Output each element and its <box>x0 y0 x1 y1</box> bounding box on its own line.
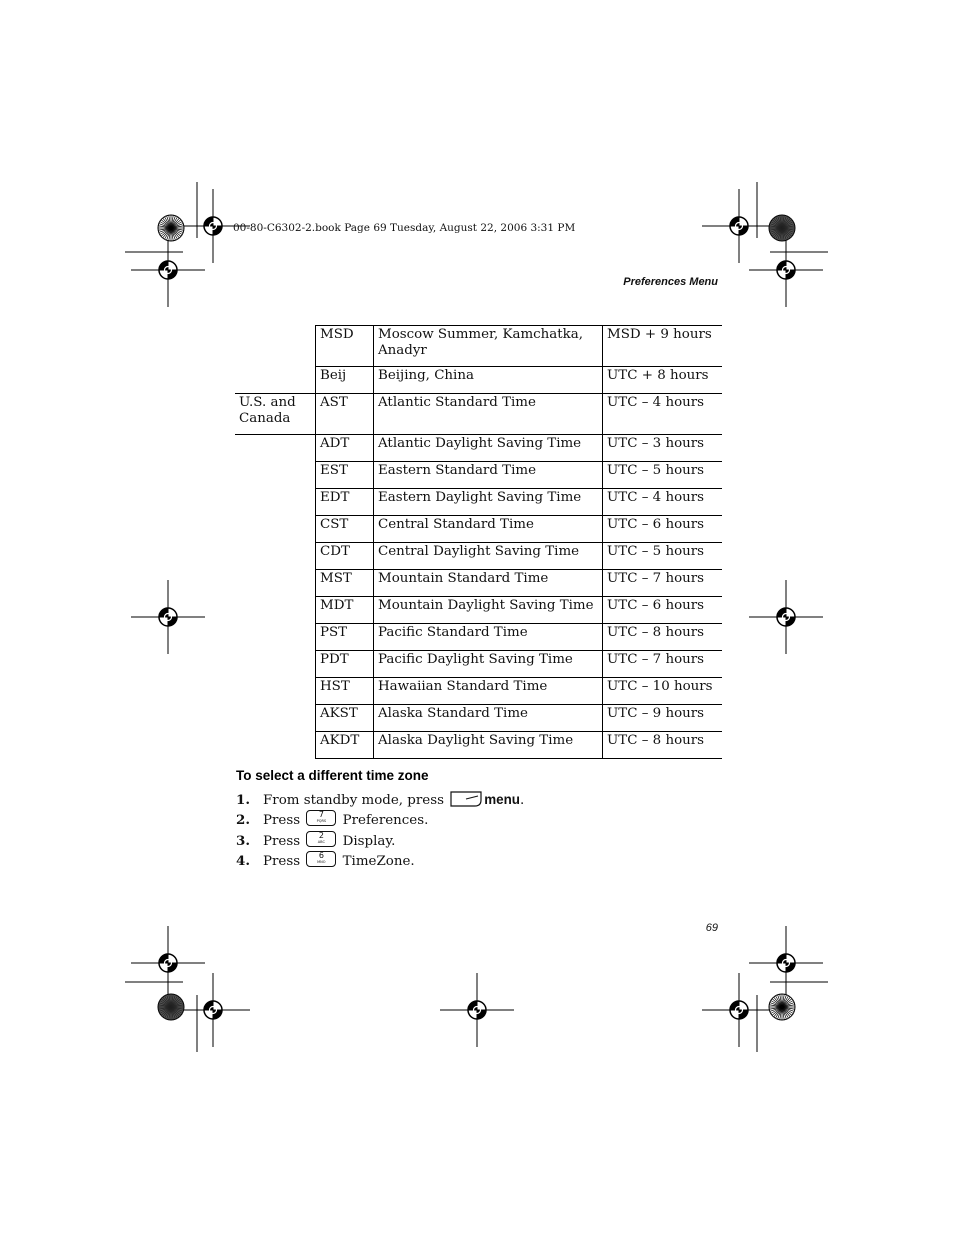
zone-name-cell: Atlantic Daylight Saving Time <box>374 435 603 462</box>
utc-offset-cell: UTC – 10 hours <box>603 678 723 705</box>
zone-name-cell: Eastern Daylight Saving Time <box>374 489 603 516</box>
starburst-mark <box>158 215 184 241</box>
registration-mark <box>702 973 776 1047</box>
table-row <box>235 651 722 678</box>
zone-name-cell: Moscow Summer, Kamchatka, Anadyr <box>374 326 603 367</box>
step-2 <box>236 810 428 830</box>
registration-mark <box>131 233 205 307</box>
step-number: 3. <box>236 833 250 849</box>
table-row <box>235 597 722 624</box>
starburst-mark <box>769 994 795 1020</box>
zone-name-cell: Mountain Standard Time <box>374 570 603 597</box>
region-cell <box>235 326 316 367</box>
utc-offset-cell: UTC – 9 hours <box>603 705 723 732</box>
region-cell <box>235 678 316 705</box>
abbreviation-cell: PDT <box>316 651 374 678</box>
time-zone-table <box>235 325 722 759</box>
registration-mark <box>749 233 823 307</box>
starburst-mark <box>158 994 184 1020</box>
zone-name-cell: Pacific Daylight Saving Time <box>374 651 603 678</box>
region-cell <box>235 516 316 543</box>
step-text-after: TimeZone. <box>342 854 415 869</box>
registration-mark <box>440 973 514 1047</box>
slug-line: 00-80-C6302-2.book Page 69 Tuesday, August 22, 2006 3:31 PM <box>233 222 576 234</box>
utc-offset-cell: UTC – 8 hours <box>603 624 723 651</box>
zone-name-cell: Alaska Standard Time <box>374 705 603 732</box>
registration-mark <box>131 580 205 654</box>
abbreviation-cell: CDT <box>316 543 374 570</box>
key-letters: PQRS <box>316 819 327 823</box>
table-row <box>235 462 722 489</box>
abbreviation-cell: EDT <box>316 489 374 516</box>
step-text-after: Preferences. <box>342 813 429 828</box>
zone-name-cell: Hawaiian Standard Time <box>374 678 603 705</box>
zone-name-cell: Atlantic Standard Time <box>374 394 603 435</box>
zone-name-cell: Central Daylight Saving Time <box>374 543 603 570</box>
abbreviation-cell: MDT <box>316 597 374 624</box>
zone-name-cell: Alaska Daylight Saving Time <box>374 732 603 759</box>
region-cell <box>235 570 316 597</box>
step-text: Press <box>263 813 301 828</box>
step-text-after: Display. <box>342 834 396 849</box>
table-row <box>235 678 722 705</box>
key-digit: 6 <box>318 851 324 860</box>
step-text: From standby mode, press <box>263 793 444 808</box>
abbreviation-cell: Beij <box>316 367 374 394</box>
running-head: Preferences Menu <box>623 276 718 288</box>
table-row <box>235 516 722 543</box>
abbreviation-cell: CST <box>316 516 374 543</box>
region-cell <box>235 624 316 651</box>
region-cell <box>235 651 316 678</box>
region-cell: U.S. and Canada <box>235 394 316 435</box>
utc-offset-cell: UTC – 4 hours <box>603 394 723 435</box>
step-text: Press <box>263 834 301 849</box>
table-row <box>235 732 722 759</box>
utc-offset-cell: UTC – 6 hours <box>603 516 723 543</box>
region-cell <box>235 732 316 759</box>
step-number: 2. <box>236 812 250 828</box>
registration-mark <box>131 926 205 1000</box>
softkey-icon <box>450 791 482 814</box>
page-number: 69 <box>705 922 718 934</box>
utc-offset-cell: UTC – 4 hours <box>603 489 723 516</box>
key-6-icon <box>306 851 336 867</box>
step-1 <box>236 790 524 810</box>
region-cell <box>235 597 316 624</box>
key-digit: 2 <box>318 831 324 840</box>
step-number: 1. <box>236 792 250 808</box>
table-row <box>235 367 722 394</box>
table-row <box>235 705 722 732</box>
table-row <box>235 543 722 570</box>
abbreviation-cell: AKST <box>316 705 374 732</box>
menu-label: menu <box>484 792 520 807</box>
utc-offset-cell: UTC – 8 hours <box>603 732 723 759</box>
step-text: Press <box>263 854 301 869</box>
key-letters: ABC <box>317 840 325 844</box>
zone-name-cell: Pacific Standard Time <box>374 624 603 651</box>
table-row <box>235 394 722 435</box>
zone-name-cell: Central Standard Time <box>374 516 603 543</box>
step-number: 4. <box>236 853 250 869</box>
starburst-mark <box>769 215 795 241</box>
step-4 <box>236 851 415 871</box>
key-7-icon <box>306 810 336 826</box>
region-cell <box>235 489 316 516</box>
key-letters: MNO <box>317 860 326 864</box>
utc-offset-cell: MSD + 9 hours <box>603 326 723 367</box>
table-row <box>235 326 722 367</box>
abbreviation-cell: PST <box>316 624 374 651</box>
utc-offset-cell: UTC – 5 hours <box>603 543 723 570</box>
abbreviation-cell: EST <box>316 462 374 489</box>
key-digit: 7 <box>318 810 324 819</box>
registration-mark <box>749 926 823 1000</box>
utc-offset-cell: UTC – 7 hours <box>603 570 723 597</box>
step-3 <box>236 831 395 851</box>
utc-offset-cell: UTC – 3 hours <box>603 435 723 462</box>
utc-offset-cell: UTC – 7 hours <box>603 651 723 678</box>
region-cell <box>235 705 316 732</box>
region-cell <box>235 543 316 570</box>
region-cell <box>235 367 316 394</box>
abbreviation-cell: AST <box>316 394 374 435</box>
table-row <box>235 435 722 462</box>
region-cell <box>235 435 316 462</box>
step-text-after: . <box>519 793 525 808</box>
table-row <box>235 570 722 597</box>
utc-offset-cell: UTC – 6 hours <box>603 597 723 624</box>
registration-mark <box>702 189 776 263</box>
utc-offset-cell: UTC – 5 hours <box>603 462 723 489</box>
table-row <box>235 489 722 516</box>
abbreviation-cell: MST <box>316 570 374 597</box>
abbreviation-cell: ADT <box>316 435 374 462</box>
key-2-icon <box>306 831 336 847</box>
utc-offset-cell: UTC + 8 hours <box>603 367 723 394</box>
zone-name-cell: Beijing, China <box>374 367 603 394</box>
region-cell <box>235 462 316 489</box>
abbreviation-cell: AKDT <box>316 732 374 759</box>
registration-mark <box>176 973 250 1047</box>
abbreviation-cell: MSD <box>316 326 374 367</box>
table-row <box>235 624 722 651</box>
zone-name-cell: Mountain Daylight Saving Time <box>374 597 603 624</box>
registration-mark <box>749 580 823 654</box>
zone-name-cell: Eastern Standard Time <box>374 462 603 489</box>
abbreviation-cell: HST <box>316 678 374 705</box>
procedure-heading: To select a different time zone <box>236 768 429 783</box>
